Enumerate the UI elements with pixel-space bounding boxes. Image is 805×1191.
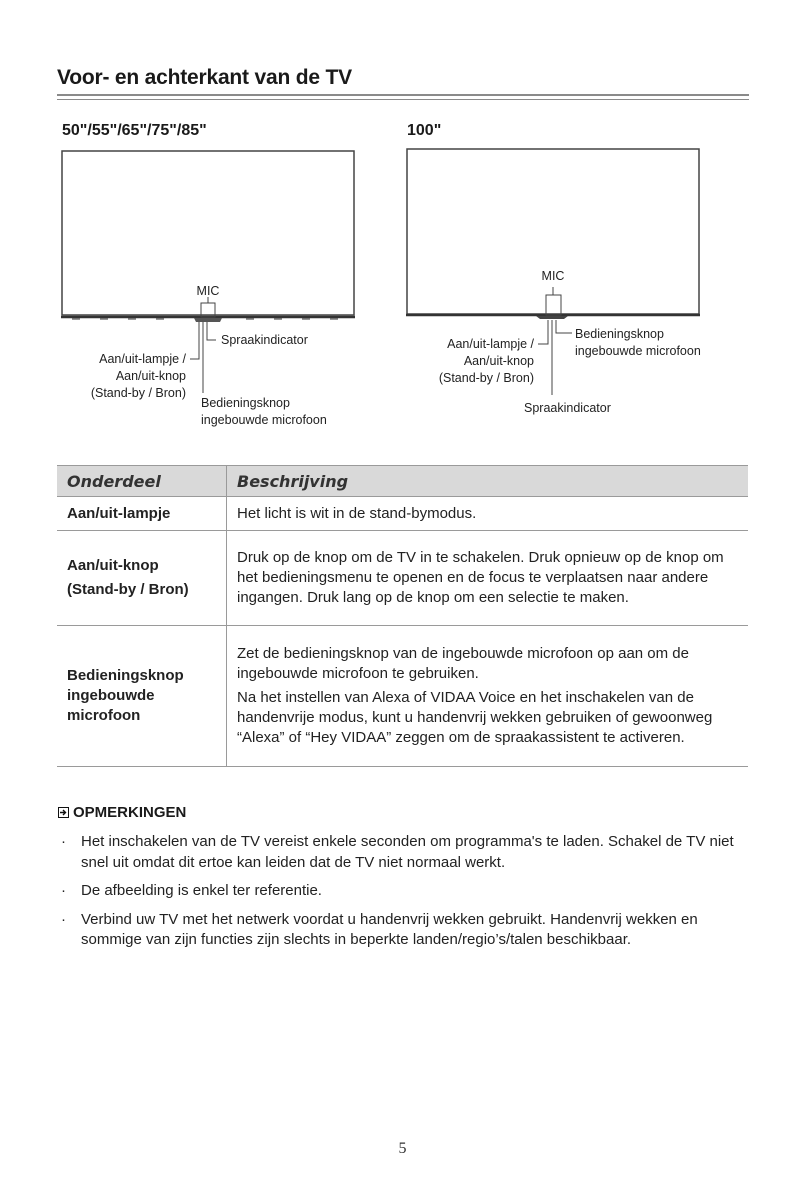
header-part: Onderdeel [57,466,227,497]
callout-power-led-line1: Aan/uit-lampje / [99,352,186,366]
page-number: 5 [398,1140,407,1157]
description-cell: Zet de bedieningsknop van de ingebouwde microfoon op aan om de ingebouwde microfoon te gebruiken. Na het instellen van Alexa of VIDAA Voice en het inschakelen van de handenvrije modus, kunt u handenvrij wekken gebruiken of gewoonweg “Alexa” of “Hey VIDAA” zeggen om de spraakassistent te activeren. [227,626,749,767]
table-row [57,626,748,767]
leader-power-led [190,322,199,359]
title-divider-thin [57,99,749,100]
callout-power-led-line2: Aan/uit-knop [115,369,186,383]
right-tv-diagram [400,140,805,440]
tv-control-bump [194,318,222,322]
callout-mic-switch-line1: Bedieningsknop [201,396,290,410]
parts-table [57,465,748,767]
notes-heading [58,804,186,821]
left-diagram-size-label: 50"/55"/65"/75"/85" [62,122,207,139]
notes-heading-label: OPMERKINGEN [73,804,187,821]
callout-power-led-line3: (Stand-by / Bron) [438,371,534,385]
part-cell: Aan/uit-lampje [57,497,227,531]
notes-list [58,832,758,959]
callout-voice-indicator: Spraakindicator [221,333,308,347]
tv-control-bump [536,316,568,319]
list-item: · Verbind uw TV met het netwerk voordat u handenvrij wekken gebruikt. Handenvrij wekken en sommige van zijn functies zijn slechts in beperkte landen/regio’s/talen beschikbaar. [61,910,698,948]
callout-power-led-line1: Aan/uit-lampje / [447,337,534,351]
callout-power-led-line2: Aan/uit-knop [463,354,534,368]
list-item: · Het inschakelen van de TV vereist enkele seconden om programma's te laden. Schakel de TV niet snel uit omdat dit ertoe kan leiden dat de TV niet normaal werkt. [61,833,734,871]
callout-voice-indicator: Spraakindicator [524,401,611,415]
mic-label: MIC [196,284,220,298]
callout-mic-switch-line2: ingebouwde microfoon [575,344,701,358]
part-cell: Aan/uit-knop (Stand-by / Bron) [57,531,227,626]
mic-label: MIC [541,269,565,283]
callout-mic-switch-line1: Bedieningsknop [575,327,664,341]
leader-voice-indicator [207,322,216,340]
right-diagram-size-label: 100" [407,122,442,139]
left-tv-diagram [0,140,400,440]
table-header-row [57,466,748,497]
description-cell: Het licht is wit in de stand-bymodus. [227,497,749,531]
table-row [57,531,748,626]
header-description: Beschrijving [227,466,749,497]
list-item: · De afbeelding is enkel ter referentie. [61,882,322,899]
callout-mic-switch-line2: ingebouwde microfoon [201,413,327,427]
page-title: Voor- en achterkant van de TV [57,66,352,89]
table-row [57,497,748,531]
leader-power-led [538,320,548,344]
note-arrow-icon [58,807,69,818]
description-cell: Druk op de knop om de TV in te schakelen. Druk opnieuw op de knop om het bedieningsmenu te openen en de focus te verplaatsen naar andere ingangen. Druk lang op de knop om een selectie te maken. [227,531,749,626]
callout-power-led-line3: (Stand-by / Bron) [90,386,186,400]
title-divider [57,94,749,96]
part-cell: Bedieningsknop ingebouwde microfoon [57,626,227,767]
leader-mic-switch [556,320,572,333]
